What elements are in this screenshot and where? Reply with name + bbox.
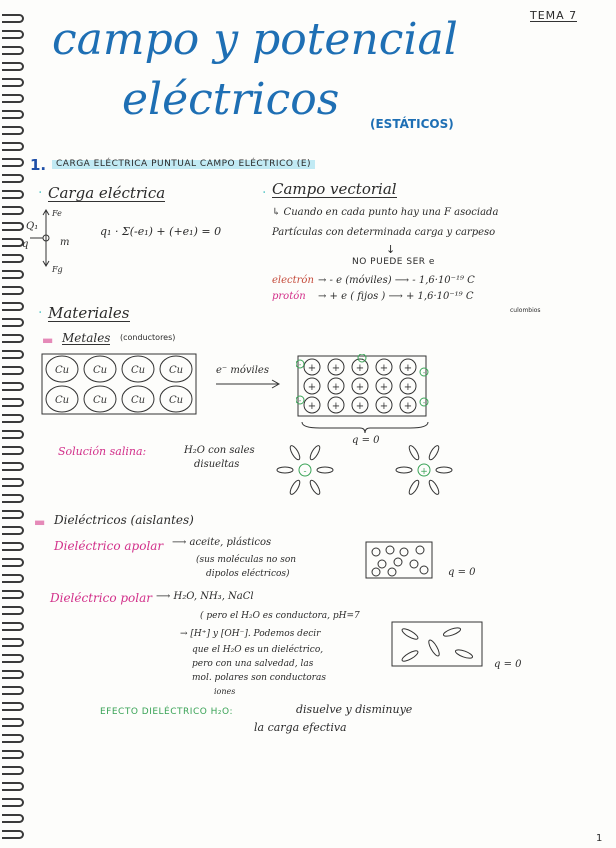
spiral-ring bbox=[2, 510, 24, 519]
electron-sign: - bbox=[298, 361, 302, 369]
spiral-ring bbox=[2, 446, 24, 455]
campo-line1: ↳ Cuando en cada punto hay una F asociada bbox=[272, 207, 499, 218]
apolar-molecule bbox=[372, 548, 380, 556]
spiral-ring bbox=[2, 174, 24, 183]
spiral-ring bbox=[2, 222, 24, 231]
salt-rest: H₂O con sales bbox=[184, 445, 255, 456]
moviles-label: e⁻ móviles bbox=[216, 365, 269, 376]
spiral-ring bbox=[2, 750, 24, 759]
spiral-ring bbox=[2, 814, 24, 823]
water-dipole bbox=[427, 444, 440, 461]
carga-sum: q₁ · Σ(-e₁) + (+e₁) = 0 bbox=[100, 225, 222, 238]
tema-label: TEMA 7 bbox=[530, 9, 578, 22]
spiral-ring bbox=[2, 206, 24, 215]
apolar-note1: (sus moléculas no son bbox=[196, 555, 297, 565]
ion-charge: + bbox=[403, 382, 413, 393]
apolar-molecule bbox=[386, 546, 394, 554]
spiral-ring bbox=[2, 318, 24, 327]
water-dipole bbox=[407, 444, 420, 461]
ion-charge: + bbox=[331, 401, 341, 412]
apolar-molecule bbox=[410, 560, 418, 568]
section-heading: CARGA ELÉCTRICA PUNTUAL CAMPO ELÉCTRICO (E) bbox=[52, 160, 315, 169]
solvation-anion-diagram bbox=[270, 440, 340, 500]
spiral-ring bbox=[2, 366, 24, 375]
ion-charge: + bbox=[331, 363, 341, 374]
carga-q: q bbox=[22, 239, 29, 250]
ion-charge: + bbox=[379, 382, 389, 393]
ion-charge: + bbox=[307, 401, 317, 412]
campo-arrow: ↓ bbox=[386, 243, 396, 256]
dielectricos-title: Dieléctricos (aislantes) bbox=[54, 513, 194, 527]
spiral-ring bbox=[2, 142, 24, 151]
spiral-ring bbox=[2, 526, 24, 535]
ion-charge: + bbox=[331, 382, 341, 393]
spiral-binding bbox=[0, 0, 29, 848]
spiral-ring bbox=[2, 702, 24, 711]
apolar-molecule bbox=[420, 566, 428, 574]
ion-charge: + bbox=[379, 401, 389, 412]
cu-atom-label: Cu bbox=[92, 395, 108, 406]
electron-sign: - bbox=[298, 397, 302, 405]
cu-atom-label: Cu bbox=[168, 365, 184, 376]
ion-charge: + bbox=[307, 363, 317, 374]
cu-atom-label: Cu bbox=[168, 395, 184, 406]
polar-l3: pero con una salvedad, las bbox=[192, 659, 314, 669]
salt-rest2: disueltas bbox=[194, 459, 240, 470]
central-ion-sign: - bbox=[303, 467, 307, 477]
polar-note: ( pero el H₂O es conductora, pH=7 bbox=[200, 611, 360, 621]
spiral-ring bbox=[2, 46, 24, 55]
polar-molecules-box bbox=[390, 620, 486, 670]
spiral-ring bbox=[2, 30, 24, 39]
electron-sign: - bbox=[422, 369, 426, 377]
spiral-ring bbox=[2, 270, 24, 279]
central-ion-sign: + bbox=[420, 467, 428, 477]
spiral-ring bbox=[2, 606, 24, 615]
spiral-ring bbox=[2, 558, 24, 567]
title-tag: (ESTÁTICOS) bbox=[370, 117, 454, 131]
spiral-ring bbox=[2, 638, 24, 647]
ion-charge: + bbox=[379, 363, 389, 374]
q0-polar: q = 0 bbox=[494, 659, 522, 670]
spiral-ring bbox=[2, 430, 24, 439]
water-dipole bbox=[317, 467, 333, 473]
unit-note: culombios bbox=[510, 307, 541, 314]
materiales-title: Materiales bbox=[48, 304, 130, 322]
cu-lattice-diagram bbox=[40, 352, 200, 416]
page-number: 1 bbox=[596, 833, 603, 844]
spiral-ring bbox=[2, 622, 24, 631]
cu-atom-label: Cu bbox=[130, 365, 146, 376]
spiral-ring bbox=[2, 670, 24, 679]
spiral-ring bbox=[2, 94, 24, 103]
ion-lattice-diagram bbox=[296, 354, 436, 420]
spiral-ring bbox=[2, 382, 24, 391]
carga-fe: Fe bbox=[52, 209, 62, 218]
apolar-rest: ⟶ aceite, plásticos bbox=[172, 537, 272, 548]
polar-l5: iones bbox=[214, 687, 236, 696]
polar-label: Dieléctrico polar bbox=[50, 591, 153, 605]
apolar-molecule bbox=[400, 548, 408, 556]
spiral-ring bbox=[2, 414, 24, 423]
polar-dipole bbox=[443, 626, 462, 638]
apolar-molecule bbox=[394, 558, 402, 566]
apolar-note2: dipolos eléctricos) bbox=[206, 569, 290, 579]
spiral-ring bbox=[2, 654, 24, 663]
salt-label: Solución salina: bbox=[58, 445, 147, 458]
apolar-molecule bbox=[378, 560, 386, 568]
campo-line3: NO PUEDE SER e bbox=[352, 257, 435, 267]
polar-l1: → [H⁺] y [OH⁻]. Podemos decir bbox=[180, 629, 321, 639]
spiral-ring bbox=[2, 734, 24, 743]
water-dipole bbox=[288, 444, 301, 461]
water-dipole bbox=[396, 467, 412, 473]
polar-dipole bbox=[427, 639, 441, 658]
water-dipole bbox=[427, 479, 440, 496]
metales-label: Metales bbox=[62, 331, 111, 345]
water-dipole bbox=[288, 479, 301, 496]
lattice-brace bbox=[300, 420, 430, 434]
spiral-ring bbox=[2, 830, 24, 839]
polar-dipole bbox=[401, 649, 420, 663]
spiral-ring bbox=[2, 190, 24, 199]
ion-charge: + bbox=[307, 382, 317, 393]
ion-charge: + bbox=[355, 363, 365, 374]
spiral-ring bbox=[2, 574, 24, 583]
apolar-molecule bbox=[388, 568, 396, 576]
water-dipole bbox=[277, 467, 293, 473]
polar-l4: mol. polares son conductoras bbox=[192, 673, 326, 683]
campo-line2: Partículas con determinada carga y carpeso bbox=[272, 227, 496, 238]
metales-note: (conductores) bbox=[120, 333, 176, 342]
polar-l2: que el H₂O es un dieléctrico, bbox=[192, 645, 324, 655]
spiral-ring bbox=[2, 286, 24, 295]
water-dipole bbox=[308, 479, 321, 496]
polar-dipole bbox=[455, 648, 474, 660]
spiral-ring bbox=[2, 766, 24, 775]
spiral-ring bbox=[2, 462, 24, 471]
spiral-ring bbox=[2, 78, 24, 87]
spiral-ring bbox=[2, 126, 24, 135]
q0-apolar: q = 0 bbox=[448, 567, 476, 578]
page-title-line2: eléctricos bbox=[122, 74, 340, 125]
apolar-label: Dieléctrico apolar bbox=[54, 539, 164, 553]
ion-charge: + bbox=[355, 382, 365, 393]
carga-fg: Fg bbox=[52, 265, 63, 274]
apolar-border bbox=[366, 542, 432, 578]
bullet-dot: · bbox=[38, 305, 43, 321]
carga-m: m bbox=[60, 237, 70, 248]
apolar-molecule bbox=[372, 568, 380, 576]
q0-metales: q = 0 bbox=[352, 435, 380, 446]
electron-label: electrón bbox=[272, 275, 314, 286]
moviles-arrow bbox=[214, 378, 284, 390]
water-dipole bbox=[436, 467, 452, 473]
proton-rest: → + e ( fijos ) ⟶ + 1,6·10⁻¹⁹ C bbox=[318, 291, 474, 302]
spiral-ring bbox=[2, 110, 24, 119]
carga-title: Carga eléctrica bbox=[48, 184, 166, 202]
bullet-dot: · bbox=[262, 185, 267, 201]
spiral-ring bbox=[2, 158, 24, 167]
solvation-cation-diagram bbox=[384, 440, 464, 500]
water-dipole bbox=[407, 479, 420, 496]
charge-diagram bbox=[30, 205, 70, 275]
cu-atom-label: Cu bbox=[54, 365, 70, 376]
spiral-ring bbox=[2, 14, 24, 23]
pink-dash: ▬ bbox=[34, 515, 46, 529]
spiral-ring bbox=[2, 718, 24, 727]
water-dipole bbox=[308, 444, 321, 461]
efecto-text2: la carga efectiva bbox=[254, 721, 347, 734]
spiral-ring bbox=[2, 494, 24, 503]
electron-rest: → - e (móviles) ⟶ - 1,6·10⁻¹⁹ C bbox=[318, 275, 475, 286]
spiral-ring bbox=[2, 686, 24, 695]
page-title-line1: campo y potencial bbox=[52, 14, 458, 65]
ion-charge: + bbox=[355, 401, 365, 412]
pink-dash: ▬ bbox=[42, 333, 54, 347]
spiral-ring bbox=[2, 254, 24, 263]
spiral-ring bbox=[2, 350, 24, 359]
polar-rest: ⟶ H₂O, NH₃, NaCl bbox=[156, 591, 254, 602]
spiral-ring bbox=[2, 398, 24, 407]
efecto-text1: disuelve y disminuye bbox=[296, 703, 413, 716]
cu-atom-label: Cu bbox=[54, 395, 70, 406]
cu-atom-label: Cu bbox=[92, 365, 108, 376]
campo-title: Campo vectorial bbox=[272, 180, 397, 198]
efecto-label: EFECTO DIELÉCTRICO H₂O: bbox=[100, 707, 233, 717]
ion-charge: + bbox=[403, 401, 413, 412]
apolar-molecules-box bbox=[364, 540, 436, 580]
section-number: 1. bbox=[30, 156, 47, 174]
spiral-ring bbox=[2, 590, 24, 599]
cu-atom-label: Cu bbox=[130, 395, 146, 406]
spiral-ring bbox=[2, 302, 24, 311]
spiral-ring bbox=[2, 238, 24, 247]
polar-dipole bbox=[401, 627, 420, 641]
ion-charge: + bbox=[403, 363, 413, 374]
spiral-ring bbox=[2, 798, 24, 807]
spiral-ring bbox=[2, 334, 24, 343]
spiral-ring bbox=[2, 478, 24, 487]
carga-q1: Q₁ bbox=[26, 221, 39, 232]
bullet-dot: · bbox=[38, 185, 43, 201]
apolar-molecule bbox=[416, 546, 424, 554]
electron-sign: - bbox=[360, 355, 364, 363]
electron-sign: - bbox=[422, 399, 426, 407]
proton-label: protón bbox=[272, 291, 306, 302]
spiral-ring bbox=[2, 782, 24, 791]
spiral-ring bbox=[2, 542, 24, 551]
spiral-ring bbox=[2, 62, 24, 71]
